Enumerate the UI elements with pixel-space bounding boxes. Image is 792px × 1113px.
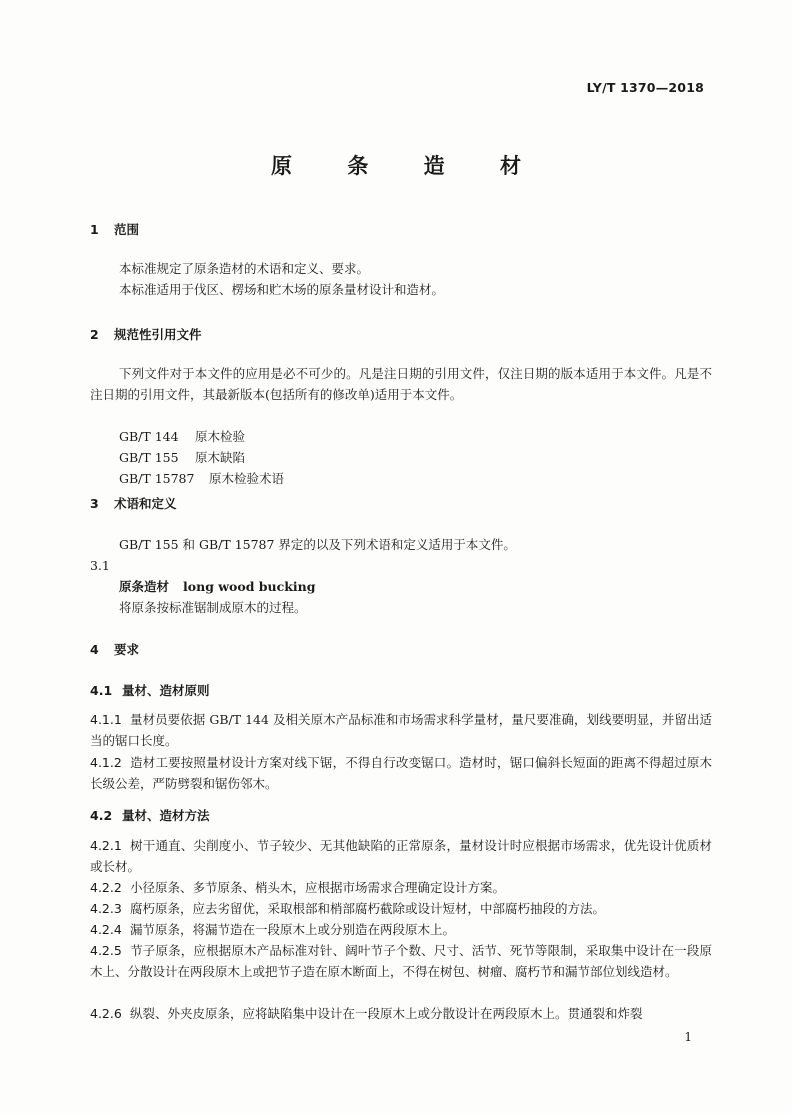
section-title: 要求 [114,642,140,657]
subsection-title: 量材、造材方法 [122,808,210,823]
reference-name: 原木缺陷 [195,450,246,465]
clause-text: 量材员要依据 GB/T 144 及相关原木产品标准和市场需求科学量材，量尺要准确，划线要明显，并留出适当的锯口长度。 [90,712,712,748]
term-entry [119,576,316,597]
section-1-heading [90,220,139,238]
clause-text: 腐朽原条，应去劣留优，采取根部和梢部腐朽截除或设计短材，中部腐朽抽段的方法。 [130,901,606,916]
reference-item [119,426,245,447]
page-number: 1 [684,1030,692,1044]
subsection-number: 4.2 [90,808,113,823]
clause-4-2-2 [90,877,712,898]
document-title: 原 条 造 材 [271,154,545,178]
clause-number: 4.2.1 [90,838,122,853]
section-title: 范围 [114,222,140,237]
section-2-heading [90,325,202,343]
clause-4-1-2 [90,752,712,794]
reference-name: 原木检验 [195,429,246,444]
subsection-number: 4.1 [90,683,113,698]
section-title: 规范性引用文件 [114,327,202,342]
paragraph: 本标准适用于伐区、楞场和贮木场的原条量材设计和造材。 [119,282,445,297]
paragraph: GB/T 155 和 GB/T 15787 界定的以及下列术语和定义适用于本文件。 [119,537,516,552]
clause-text: 节子原条，应根据原木产品标准对针、阔叶节子个数、尺寸、活节、死节等限制，采取集中设计在一段原木上、分散设计在两段原木上或把节子造在原木断面上，不得在树包、树瘤、腐朽节和漏节部位划线造材。 [90,943,712,979]
clause-4-2-5 [90,940,712,982]
clause-text: 纵裂、外夹皮原条，应将缺陷集中设计在一段原木上或分散设计在两段原木上。贯通裂和炸裂 [130,1006,643,1021]
clause-number: 4.2.5 [90,943,122,958]
clause-number: 4.2.6 [90,1006,122,1021]
clause-4-2-6 [90,1003,702,1024]
section-number: 3 [90,496,99,511]
subsection-4-2-heading [90,806,210,824]
clause-text: 漏节原条，将漏节造在一段原木上或分别造在两段原木上。 [130,922,456,937]
paragraph: 下列文件对于本文件的应用是必不可少的。凡是注日期的引用文件，仅注日期的版本适用于本文件。凡是不注日期的引用文件，其最新版本(包括所有的修改单)适用于本文件。 [90,366,712,402]
clause-number: 4.1.1 [90,712,122,727]
clause-text: 树干通直、尖削度小、节子较少、无其他缺陷的正常原条，量材设计时应根据市场需求，优先设计优质材或长材。 [90,838,712,874]
term-english: long wood bucking [183,579,316,594]
clause-text: 小径原条、多节原条、梢头木，应根据市场需求合理确定设计方案。 [130,880,506,895]
term-chinese: 原条造材 [119,579,170,594]
section-number: 4 [90,642,99,657]
reference-item [119,447,245,468]
reference-code: GB/T 15787 [119,471,195,486]
reference-item [119,468,284,489]
term-definition: 将原条按标准锯制成原木的过程。 [119,600,307,615]
reference-code: GB/T 144 [119,429,179,444]
subsection-4-1-heading [90,681,210,699]
clause-4-2-4 [90,919,712,940]
section-number: 2 [90,327,99,342]
clause-4-2-1 [90,835,712,877]
reference-name: 原木检验术语 [209,471,285,486]
subsection-title: 量材、造材原则 [122,683,210,698]
clause-text: 造材工要按照量材设计方案对线下锯，不得自行改变锯口。造材时，锯口偏斜长短面的距离不得超过原木长级公差，严防劈裂和锯伤邻木。 [90,755,712,791]
section-4-heading [90,640,139,658]
clause-number: 4.2.3 [90,901,122,916]
clause-number: 4.1.2 [90,755,122,770]
reference-code: GB/T 155 [119,450,179,465]
paragraph: 本标准规定了原条造材的术语和定义、要求。 [119,261,370,276]
term-number: 3.1 [90,558,110,573]
section-title: 术语和定义 [114,496,177,511]
clause-4-1-1 [90,709,712,751]
section-3-heading [90,494,177,512]
clause-4-2-3 [90,898,712,919]
section-number: 1 [90,222,99,237]
standard-code: LY/T 1370—2018 [586,80,704,95]
clause-number: 4.2.2 [90,880,122,895]
clause-number: 4.2.4 [90,922,122,937]
